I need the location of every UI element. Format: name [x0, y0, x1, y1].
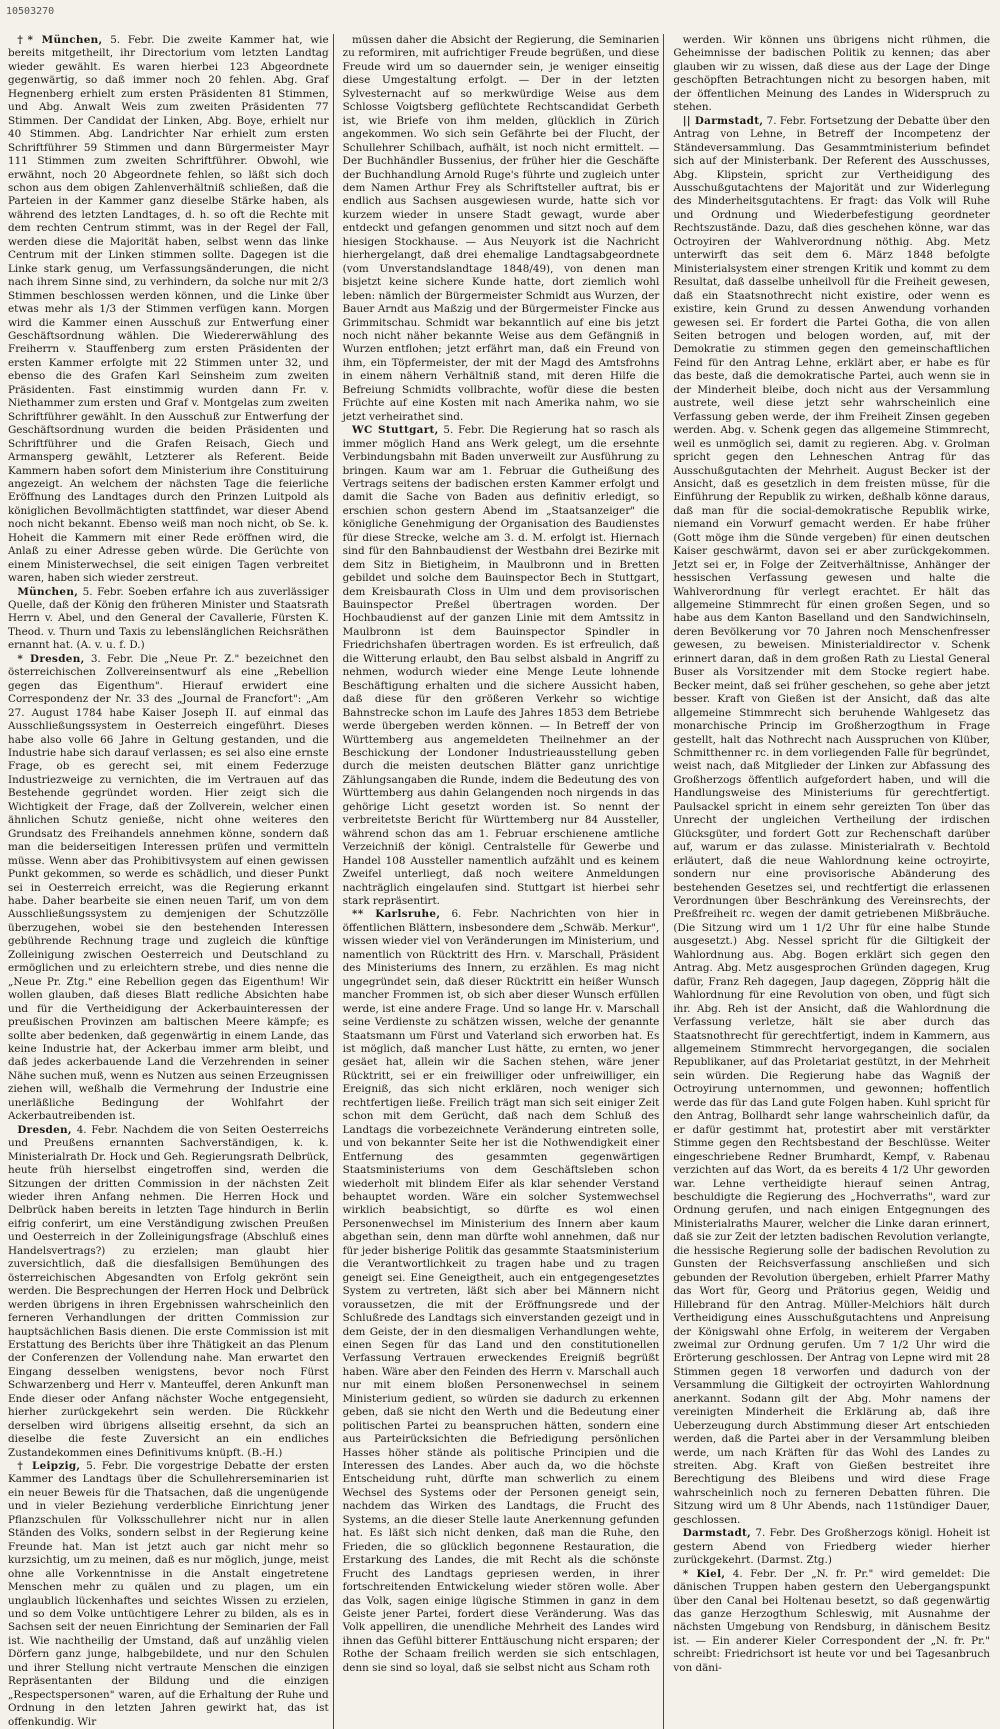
article-date: 6. Febr.	[451, 908, 500, 921]
column-3	[669, 34, 990, 1729]
article-dateline: * Dresden,	[17, 652, 85, 665]
article-dateline: Dresden,	[17, 1123, 72, 1136]
article-text: Die zweite Kammer hat, wie bereits mitgetheilt, ihr Directorium vom letzten Landtag wieder gewählt. Es waren hierbei 123 Abgeordnete gegenwärtig, so daß immer noch 20 fehlen. Abg. Graf Hegnenberg erhielt zum ersten Präsidenten 81 Stimmen, und Abg. Anwalt Weis zum zweiten Präsidenten 77 Stimmen. Der Candidat der Linken, Abg. Boye, erhielt nur 40 Stimmen. Abg. Landrichter Nar erhielt zum ersten Schriftführer 59 Stimmen und dann Bürgermeister Mayr 111 Stimmen zum zweiten Schriftführer. Obwohl, wie erwähnt, noch 20 Abgeordnete fehlen, so läßt sich doch schon aus dem obigen Zahlenverhältniß schließen, daß die Parteien in der Kammer ganz dieselbe Stärke haben, als während des letzten Landtages, d. h. so oft die Rechte mit dem rechten Centrum stimmt, was in der Regel der Fall, werden diese die Majorität haben, selbst wenn das linke Centrum mit der Linken stimmen sollte. Dagegen ist die Linke stark genug, um Verfassungsänderungen, die nicht nach ihrem Sinne sind, zu verhindern, da solche nur mit 2/3 Stimmen beschlossen werden können, und die Linke über etwas mehr als 1/3 der Stimmen verfügen kann. Morgen wird die Kammer einen Ausschuß zur Entwerfung einer Geschäftsordnung wählen. Die Wiedererwählung des Freiherrn v. Stauffenberg zum ersten Präsidenten der ersten Kammer erfolgte mit 22 Stimmen unter 32, und ebenso die des Grafen Karl Seinsheim zum zweiten Präsidenten. Fast einstimmig wurden dann Fr. v. Niethammer zum ersten und Graf v. Montgelas zum zweiten Schriftführer gewählt. In den Ausschuß zur Entwerfung der Geschäftsordnung wurden die beiden Präsidenten und Schriftführer und die Grafen Reisach, Giech und Armansperg gewählt, Letzterer als Referent. Beide Kammern haben sofort dem Ministerium ihre Constituirung angezeigt. An welchem der nächsten Tage die feierliche Eröffnung des Landtages durch den Prinzen Luitpold als königlichen Bevollmächtigten stattfindet, war dieser Abend noch nicht bekannt. Ebenso weiß man noch nicht, ob Se. k. Hoheit die Kammern mit einer Rede eröffnen wird, die Anlaß zu einer Adresse geben würde. Die Gerüchte von einem Ministerwechsel, die seit einigen Tagen verbreitet waren, haben sich wieder zerstreut.	[8, 34, 329, 585]
article-date: 5. Febr.	[110, 34, 155, 46]
article-text: Soeben erfahre ich aus zuverlässiger Quelle, daß der König den früheren Minister und Staatsrath Herrn v. Abel, und den General der Cavallerie, Fürsten K. Theod. v. Thurn und Taxis zu lebenslänglichen Reichsräthen ernannt hat. (A. v. u. f. D.)	[8, 585, 329, 652]
article-dateline: ** Karlsruhe,	[352, 908, 441, 921]
article-text: werden. Wir können uns übrigens nicht rühmen, die Geheimnisse der badischen Politik zu kennen; das aber glauben wir zu wissen, daß diese aus der Lage der Dinge geschöpften Betrachtungen nicht zu besorgen haben, mit der öffentlichen Meinung des Landes in Widerspruch zu stehen.	[673, 34, 990, 114]
article-paragraph	[343, 424, 660, 908]
article-text: Die „Neue Pr. Z." bezeichnet den österreichischen Zollvereinsentwurf als eine „Rebellion gegen das Eigenthum". Hierauf erwidert eine Correspondenz der Nr. 33 des „Journal de Francfort": „Am 27. August 1784 habe Kaiser Joseph II. auf einmal das Ausschließungssystem in Oesterreich eingeführt. Dieses habe also volle 66 Jahre in Geltung gestanden, und die Industrie habe sich darauf verlassen; es sei also eine ernste Frage, ob es gerecht sei, mit einem Federzuge Industriezweige zu vernichten, die im Vertrauen auf das Bestehende gegründet worden. Hier zeigt sich die Wichtigkeit der Frage, daß der Zollverein, welcher einen ähnlichen Schutz genieße, nicht ohne weiteres den Grundsatz des Freihandels annehmen könne, sondern daß man die beiderseitigen Interessen prüfen und vermitteln müsse. Wenn aber das Prohibitivsystem auf einen gewissen Punkt gekommen, so werde es schädlich, und dieser Punkt sei in Oesterreich erreicht, was die Regierung erkannt habe. Daher bearbeite sie einen neuen Tarif, um von dem Ausschließungssystem zu demjenigen der Schutzzölle überzugehen, wobei sie den bestehenden Interessen gebührende Rechnung trage und zugleich die künftige Zolleinigung zwischen Oesterreich und Deutschland zu ermöglichen und zu erleichtern strebe, und dies nenne die „Neue Pr. Ztg." eine Rebellion gegen das Eigenthum! Wir wollen glauben, daß dieses Blatt redliche Absichten habe und für die Vertheidigung der Ackerbauinteressen der preußischen Provinzen am baltischen Meere kämpfe; es sollte aber bedenken, daß gegenwärtig in einem Lande, das keine Industrie hat, der Ackerbau immer arm bleibt, und daß jedes ackerbauende Land die Verzehrenden in seiner Nähe suchen muß, wenn es Nutzen aus seinen Erzeugnissen ziehen will, weßhalb die Vermehrung der Industrie eine unerläßliche Bedingung der Wohlfahrt der Ackerbautreibenden ist.	[8, 652, 329, 1123]
article-text: Des Großherzogs königl. Hoheit ist gestern Abend von Friedberg wieder hierher zurückgekehrt. (Darmst. Ztg.)	[673, 1527, 990, 1567]
article-date: 7. Febr.	[766, 114, 807, 127]
article-paragraph	[8, 1460, 329, 1729]
article-paragraph	[673, 1568, 990, 1676]
columns	[8, 34, 990, 1728]
article-paragraph	[343, 908, 660, 1675]
article-text: müssen daher die Absicht der Regierung, die Seminarien zu reformiren, mit aufrichtiger Freude begrüßen, und diese Freude wird um so dauernder sein, je weniger einseitig diese Umgestaltung erfolgt. — Der in der letzten Sylvesternacht auf so merkwürdige Weise aus dem Schlosse Voigtsberg geflüchtete Rechtscandidat Gerbeth ist, wie Briefe von ihm melden, glücklich in Zürich angekommen. Wo sich sein Gefährte bei der Flucht, der Schullehrer Schilbach, aufhält, ist noch nicht ermittelt. — Der Buchhändler Bussenius, der früher hier die Geschäfte der Buchhandlung Arnold Ruge's führte und zugleich unter dem Namen Arthur Frey als Schriftsteller auftrat, bis er endlich aus Sachsen ausgewiesen wurde, hatte sich vor kurzem wieder in unsere Stadt gewagt, wurde aber entdeckt und gefangen genommen und sitzt noch auf dem hiesigen Stockhause. — Aus Neuyork ist die Nachricht hierhergelangt, daß drei ehemalige Landtagsabgeordnete (vom Unverstandslandtage 1848/49), von denen man bisjetzt keine sichere Kunde hatte, dort ziemlich wohl leben: nämlich der Bürgermeister Schmidt aus Wurzen, der Bauer Arndt aus Maßzig und der Bürgermeister Fincke aus Grimmitschau. Schmidt war bekanntlich auf eine bis jetzt noch nicht näher bekannte Weise aus dem Gefängniß in Wurzen entflohen; jetzt erfährt man, daß ein Freund von ihm, ein Töpfermeister, der mit der Magd des Amtsfrohns in einem nähern Verhältniß stand, mit deren Hilfe die Befreiung Schmidts vollbrachte, wofür diese die besten Früchte auf eine Kosten mit nach Amerika nahm, wo sie jetzt verheirathet sind.	[342, 34, 660, 423]
article-paragraph	[8, 586, 329, 653]
article-paragraph	[673, 115, 990, 1528]
article-text: Der „N. fr. Pr." wird gemeldet: Die dänischen Truppen haben gestern den Uebergangspunkt über den Canal bei Holtenau besetzt, so daß gegenwärtig das ganze Herzogthum Schleswig, mit Ausnahme der nächsten Umgebung von Rendsburg, in dänischem Besitz ist. — Ein anderer Kieler Correspondent der „N. fr. Pr." schreibt: Friedrichsort ist heute vor und bei Tagesanbruch von däni-	[673, 1567, 990, 1674]
article-text: Die vorgestrige Debatte der ersten Kammer des Landtags über die Schullehrerseminarien ist ein neuer Beweis für die Thatsachen, daß die ungenügende und in vieler Beziehung verderbliche Einrichtung jener Pflanzschulen für Volksschullehrer nicht nur in allen Ständen des Volks, sondern selbst in der Regierung keine Freunde hat. Man ist jetzt auch gar nicht mehr so kurzsichtig, um zu meinen, daß es nur möglich, junge, meist ohne alle Vorkenntnisse in die Anstalt eingetretene Menschen mehr zu quälen und zu plagen, um ein unglaublich lückenhaftes und seichtes Wissen zu erzielen, und so dem Volke untüchtigere Lehrer zu bilden, als es in Sachsen seit der neuen Einrichtung der Seminarien der Fall ist. Wie nachtheilig der Umstand, daß auf unzählig vielen Dörfern ganz junge, halbgebildete, und nur den Schulen und ihrer Stellung nicht vertraute Menschen die einzigen Repräsentanten der Bildung und die einzigen „Respectspersonen" waren, auf die Erhaltung der Ruhe und Ordnung in den letzten Jahren gewirkt hat, das ist offenkundig. Wir	[8, 1460, 329, 1728]
article-paragraph	[8, 653, 329, 1124]
article-dateline: * Kiel,	[682, 1567, 726, 1580]
article-date: 4. Febr.	[76, 1123, 118, 1136]
article-dateline: München,	[17, 585, 79, 598]
article-date: 4. Febr.	[732, 1567, 777, 1580]
article-date: 5. Febr.	[86, 1460, 129, 1473]
article-dateline: † Leipzig,	[17, 1460, 81, 1473]
article-date: 5. Febr.	[82, 585, 124, 598]
article-paragraph	[343, 34, 660, 424]
article-paragraph	[673, 1527, 990, 1567]
column-2	[339, 34, 660, 1729]
article-text: Fortsetzung der Debatte über den Antrag von Lehne, in Betreff der Incompetenz der Ständeversammlung. Das Gesammtministerium befindet sich auf der Ministerbank. Der Referent des Ausschusses, Abg. Klipstein, spricht zur Vertheidigung des Ausschußgutachtens der Majorität und zur Widerlegung des Minderheitsgutachtens. Er fragt: das Volk will Ruhe und Ordnung und Wiederbefestigung geordneter Rechtszustände. Dazu, daß dies geschehen könne, war das Octroyiren der Wahlverordnung nöthig. Abg. Metz unterwirft das seit dem 6. März 1848 befolgte Ministerialsystem einer strengen Kritik und kommt zu dem Resultat, daß dasselbe unheilvoll für die Freiheit gewesen, daß ein Staatsnothrecht nicht existire, oder wenn es existire, kein Grund zu dessen Anwendung vorhanden gewesen sei. Er fordert die Partei Gotha, die von allen Seiten betrogen und belogen worden, auf, mit der Demokratie zu stimmen gegen den gemeinschaftlichen Feind für den Antrag Lehne, erklärt aber, er habe es für das beste, daß die demokratische Partei, auch wenn sie in der Minderheit bleibe, doch nicht aus der Versammlung austrete, weil diese jetzt sehr wahrscheinlich eine Verfassung geben werde, der ihm Freiheit Zinsen gegeben werden. Abg. v. Schenk gegen das allgemeine Stimmrecht, weil es unmöglich sei, damit zu regieren. Abg. v. Grolman spricht gegen den Lehneschen Antrag für das Ausschußgutachten der Mehrheit. August Becker ist der Ansicht, daß es gesetzlich in dem freisten müsse, für die Einführung der Republik zu wirken, deßhalb könne daraus, daß man für die social-demokratische Republik wirke, niemand ein Vorwurf gemacht werden. Er habe früher (Gott möge ihm die Sünde vergeben) für einen deutschen Kaiser geschwärmt, davon sei er aber zurückgekommen. Jetzt sei er, in Folge der Zeitverhältnisse, Anhänger der hessischen Verfassung gewesen und halte die Wahlverordnung für verlegt erachtet. Er hält das allgemeine Stimmrecht für einen großen Segen, und so habe aus dem Kanton Baselland und den Sandwichinseln, deren Bevölkerung vor 70 Jahren noch Menschenfresser gewesen, zu beweisen. Ministerialdirector v. Schenk erinnert daran, daß in dem großen Rath zu Liestal General Buser als Vorsitzender mit dem Stocke regiert habe. Becker meint, daß sei früher geschehen, so gehe aber jetzt besser. Kraft von Gießen ist der Ansicht, daß das alte allgemeine Stimmrecht sich beruhende Wahlgesetz das monarchische Princip im Großherzogthum in Frage gestellt, halt das Nothrecht nach Ausspruchen von Klüber, Schmitthenner rc. in dem vorliegenden Falle für begründet, weist nach, daß Mitglieder der Linken zur Abfassung des Großherzogs öffentlich aufgefordert haben, und will die Handlungsweise des Ministeriums für gerechtfertigt. Paulsackel spricht in einem sehr gereizten Ton über das Unrecht der ungleichen Vertheilung der irdischen Glücksgüter, und fordert Gott zur Rechenschaft darüber auf, warum er das zulasse. Ministerialrath v. Bechtold erläutert, daß die neue Wahlordnung keine octroyirte, sondern nur eine provisorische Abänderung des bestehenden Gesetzes sei, und rechtfertigt die erlassenen Verordnungen über Beschränkung des Vereinsrechts, der Preßfreiheit rc. wegen der damit getriebenen Mißbräuche. (Die Sitzung wird um 1 1/2 Uhr für eine halbe Stunde ausgesetzt.) Abg. Nessel spricht für die Giltigkeit der Wahlordnung aus. Abg. Bogen erklärt sich gegen den Antrag. Abg. Metz ausgesprochen Gründen dagegen, Krug dafür, Franz Reh dagegen, Jaup dagegen, Zöpprig hält die Wahlordnung für eine Revolution von oben, und fügt sich ihr. Abg. Reh ist der Ansicht, daß die Wahlordnung die Verfassung verletze, hält sie aber durch das Staatsnothrecht für gerechtfertigt, indem in Kammern, aus allgemeinem Stimmrecht hervorgegangen, die socialen Republikaner, auf das Proletariat gestützt, in der Mehrheit sein würden. Die Regierung habe das Wagniß der Octroyirung unternommen, und gewonnen; hoffentlich werde das für das Land gute Folgen haben. Kuhl spricht für den Antrag, Bollhardt sehr lange wahrscheinlich dafür, da er dafür gestimmt hat, protestirt aber mit verstärkter Stimme gegen den Rechtsbestand der Beschlüsse. Weiter eingeschriebene Redner Brumhardt, Kempf, v. Rabenau verzichten auf das Wort, da es bereits 4 1/2 Uhr geworden war. Lehne vertheidigte hierauf seinen Antrag, beschuldigte die Regierung des „Hochverraths", ward zur Ordnung gerufen, und nach einigen Entgegnungen des Ministerialraths Maurer, welcher die Linke daran erinnert, daß sie zur Zeit der letzten badischen Revolution verlangte, die hessische Regierung solle der badischen Revolution zu Gunsten der Reichsverfassung anschließen und sich gebunden der Revolution übergeben, erhielt Pfarrer Mathy das Wort für, Georg und Prätorius gegen, Weidig und Hillebrand für den Antrag. Müller-Melchiors hält durch Vertheidigung eines Ausschußgutachtens und Anpreisung der Königswahl ohne Erfolg, in weiterem der Vergaben zweimal zur Ordnung gerufen. Um 7 1/2 Uhr wird die Erörterung geschlossen. Der Antrag von Lepne wird mit 28 Stimmen gegen 18 verworfen und dadurch von der Versammlung die Giltigkeit der octroyirten Wahlordnung anerkannt. Sodann gilt der Abg. Mohr namens der vereinigten Minderheit die Erklärung ab, daß ihre Ueberzeugung durch Abstimmung dieser Art entschieden werden, daß die Partei aber in der Versammlung bleiben werde, um nach Kräften für das Wohl des Landes zu streiten. Abg. Kraft von Gießen bestreitet ihre Berechtigung des Bleibens und wird diese Frage wahrscheinlich noch zu ferneren Debatten führen. Die Sitzung wird um 8 Uhr Abends, nach 11stündiger Dauer, geschlossen.	[673, 114, 990, 1526]
page-id: 10503270	[6, 6, 55, 17]
article-date: 3. Febr.	[90, 652, 134, 665]
article-dateline: || Darmstadt,	[682, 114, 764, 127]
article-text: Die Regierung hat so rasch als immer möglich Hand ans Werk gelegt, um die ersehnte Verbindungsbahn mit Baden unverweilt zur Ausführung zu bringen. Kaum war am 1. Februar die Gutheißung des Vertrags seitens der badischen ersten Kammer erfolgt und damit die Sache von Baden aus definitiv erledigt, so erschien schon gestern Abend im „Staatsanzeiger" die königliche Genehmigung der Organisation des Baudienstes für diese Strecke, welche am 3. d. M. erfolgt ist. Hiernach sind für den Bahnbaudienst der Westbahn drei Bezirke mit dem Sitz in Bietigheim, in Maulbronn und in Bretten gebildet und solche dem Bauinspector Bech in Stuttgart, dem Kreisbaurath Closs in Ulm und dem provisorischen Bauinspector Preßel übertragen worden. Der Hochbaudienst auf der ganzen Linie mit dem Amtssitz in Maulbronn ist dem Bauinspector Spindler in Friedrichshafen übertragen worden. Es ist erfreulich, daß die Witterung erlaubt, den Bau selbst alsbald in Angriff zu nehmen, wodurch wieder eine Menge Leute lohnende Beschäftigung erhalten und die sichere Aussicht haben, daß diese für den größeren Verkehr so wichtige Bahnstrecke schon im Laufe des Jahres 1853 dem Betriebe werde übergeben werden können. — In Betreff der von Württemberg aus angemeldeten Theilnehmer an der Beschickung der Londoner Industrieausstellung geben durch die meisten deutschen Blätter ganz unrichtige Zählungsangaben die Runde, indem die Bedeutung des von Württemberg aus dahin Gelangenden noch nirgends in das gehörige Licht gesetzt worden ist. So nennt der verbreitetste Bericht für Württemberg nur 84 Aussteller, während schon das am 1. Februar erschienene amtliche Verzeichniß der königl. Centralstelle für Gewerbe und Handel 108 Aussteller namentlich aufzählt und es keinem Zweifel unterliegt, daß noch weitere Anmeldungen nachträglich eingelaufen sind. Stuttgart ist hierbei sehr stark repräsentirt.	[342, 424, 660, 907]
article-dateline: WC Stuttgart,	[352, 424, 439, 437]
article-date: 7. Febr.	[755, 1527, 797, 1540]
article-dateline: †* München,	[17, 34, 103, 46]
article-paragraph	[673, 34, 990, 115]
article-dateline: Darmstadt,	[682, 1527, 752, 1540]
column-1	[8, 34, 329, 1729]
article-paragraph	[8, 1124, 329, 1460]
article-date: 5. Febr.	[443, 424, 485, 437]
article-paragraph	[8, 34, 329, 586]
article-text: Nachdem die von Seiten Oesterreichs und Preußens ernannten Sachverständigen, k. k. Ministerialrath Dr. Hock und Geh. Regierungsrath Delbrück, heute früh hierselbst eingetroffen sind, werden die Sitzungen der dritten Commission in der nächsten Zeit wieder ihren Anfang nehmen. Die Herren Hock und Delbrück haben bereits in letzten Tage hindurch in Berlin eifrig conferirt, um eine Verständigung zwischen Preußen und Oesterreich in der Zolleinigungsfrage (Abschluß eines Handelsvertrags?) zu erzielen; man glaubt hier zuversichtlich, daß die diesfallsigen Bemühungen des österreichischen Abgesandten von Erfolg gekrönt sein werden. Die Besprechungen der Herren Hock und Delbrück werden übrigens in ihren Ergebnissen wahrscheinlich den ferneren Verhandlungen der dritten Commission zur hauptsächlichen Basis dienen. Die erste Commission ist mit Erstattung des Berichts über ihre Thätigkeit an das Plenum der Conferenzen der Vollendung nahe. Man erwartet den Eingang desselben wenigstens, bevor noch Fürst Schwarzenberg und Herr v. Manteuffel, deren Ankunft man Ende dieser oder Anfang nächster Woche entgegensieht, hierher zurückgekehrt sein werden. Die Rückkehr derselben wird übrigens allseitig ersehnt, da sich an dieselbe die feste Zuversicht an ein endliches Zustandekommen eines Definitivums knüpft. (B.-H.)	[8, 1123, 329, 1459]
article-text: Nachrichten von hier in öffentlichen Blättern, insbesondere dem „Schwäb. Merkur", wissen wieder viel von Veränderungen im Ministerium, und namentlich von Rücktritt des Hrn. v. Marschall, Präsident des Ministeriums des Innern, zu erzählen. Es mag nicht ungegründet sein, daß dieser Rücktritt ein heißer Wunsch mancher Frommen ist, ob sich aber dieser Wunsch erfüllen werde, ist eine andere Frage. Und so lange Hr. v. Marschall seine Verdienste zu schätzen wissen, welche der genannte Staatsmann um Fürst und Vaterland sich erworben hat. Es ist möglich, daß mancher Lust hätte, zu ernten, wo jener gesäet hat, allein wir die Sachen stehen, wäre jener Rücktritt, sei er ein freiwilliger oder unfreiwilliger, ein Ereigniß, das sich nicht erklären, noch weniger sich rechtfertigen ließe. Freilich trägt man sich seit einiger Zeit schon mit dem Gerücht, daß nach dem Schluß des Landtags die vorbezeichnete Veränderung eintreten solle, und von bekannter Seite her ist die Nothwendigkeit einer Entfernung des gesammten gegenwärtigen Staatsministeriums von dem Geschäftsleben schon wiederholt mit blindem Eifer als klar sehender Verstand behauptet worden. Wäre ein solcher Systemwechsel wirklich beabsichtigt, so dürfte es wol einen Personenwechsel im Ministerium des Innern aber kaum abgethan sein, denn man dürfte wohl annehmen, daß nur für jeder bisherige Politik das gesammte Staatsministerium die Verantwortlichkeit zu tragen habe und zu tragen geneigt sei. Eine Geneigtheit, auch ein entgegengesetztes System zu vertreten, läßt sich aber bei Männern nicht voraussetzen, die mit der Eröffnungsrede und der Schlußrede des Landtags sich einverstanden gezeigt und in dem Geiste, der in den diesmaligen Verhandlungen wehte, einen Segen für das Land und den constitutionellen Verfassung Vertrauen erweckendes Ereigniß begrüßt haben. Wäre aber den Feinden des Herrn v. Marschall auch nur mit einem bloßen Personenwechsel in seinem Ministerium gedient, so würden sie dadurch zu erkennen geben, daß sie nicht den Werth und die Bedeutung einer politischen Partei zu beanspruchen hätten, sondern eine aus Parteirücksichten die Befriedigung persönlichen Hasses höher stände als politische Principien und die Interessen des Landes. Aber auch da, wo die höchste Entscheidung ruht, dürfte man schwerlich zu einem Wechsel des Systems oder der Personen geneigt sein, nachdem das Wirken des Landtags, die Frucht des Systems, an die dieser Stelle laute Anerkennung gefunden hat. Es läßt sich nicht denken, daß man die Ruhe, den Frieden, die so glücklich begonnene Restauration, die Erstarkung des Landes, die mit Recht als die schönste Frucht des Landtags gepriesen werden, in ihrer fortschreitenden Entwickelung wieder stören wolle. Aber das Volk, sagen einige lügische Stimmen in ganz in dem Geiste jener Partei, fordert diese Veränderung. Was das Volk appelliren, die unendliche Mehrheit des Landes wird ihnen das Gefühl bitterer Enttäuschung nicht ersparen; der Rothe der Schaam freilich werden sie sich entschlagen, denn sie sind so loyal, daß sie selbst nicht aus Scham roth	[342, 908, 660, 1674]
